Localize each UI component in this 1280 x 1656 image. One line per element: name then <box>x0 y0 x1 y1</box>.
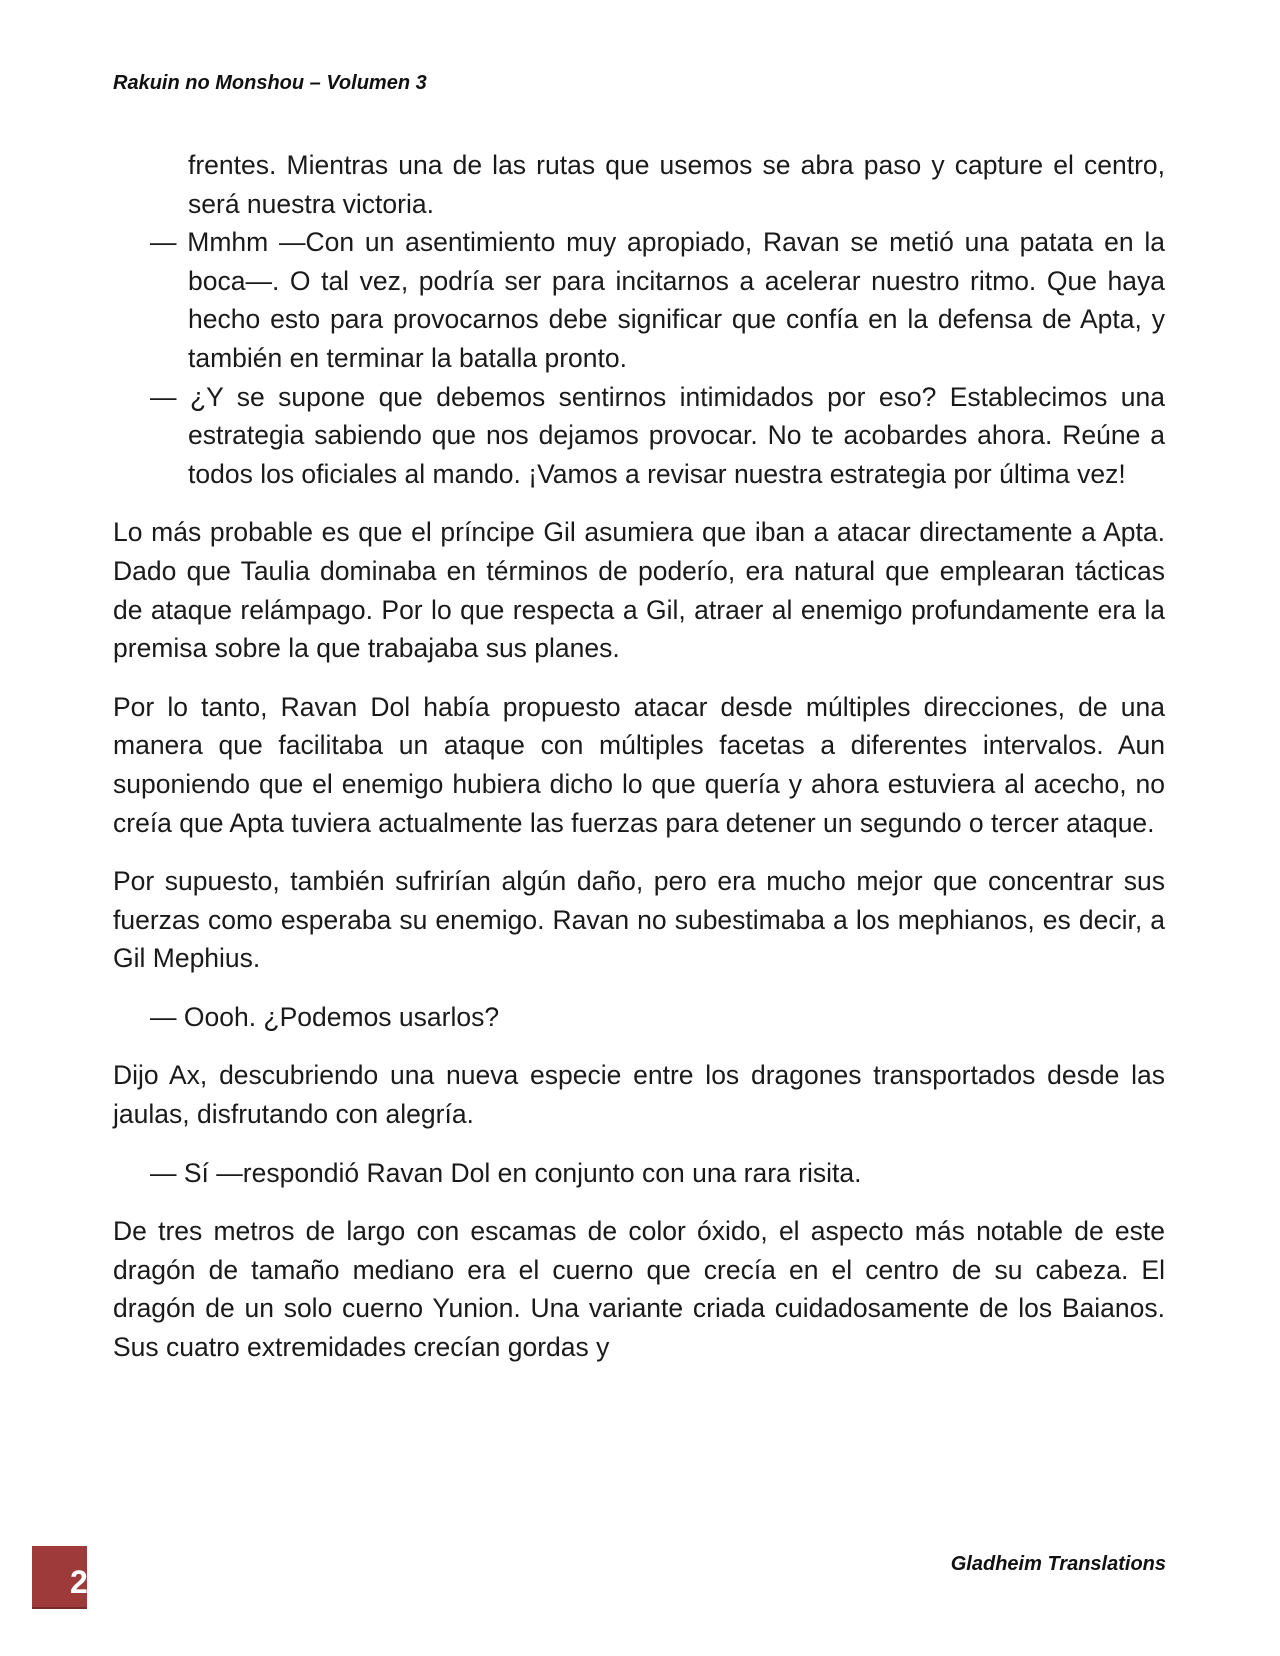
dialogue-paragraph: — Sí —respondió Ravan Dol en conjunto con una rara risita. <box>150 1157 862 1188</box>
dialogue-paragraph: — Oooh. ¿Podemos usarlos? <box>150 1001 500 1032</box>
narrative-paragraph: Dijo Ax, descubriendo una nueva especie entre los dragones transportados desde las jaulas, disfrutando con alegría. <box>113 1060 1165 1130</box>
footer-rule <box>32 1607 87 1609</box>
running-header: Rakuin no Monshou – Volumen 3 <box>113 72 427 94</box>
narrative-paragraph: De tres metros de largo con escamas de color óxido, el aspecto más notable de este dragón de tamaño mediano era el cuerno que crecía en el centro de su cabeza. El dragón de un solo cuerno Yunion. Una variante criada cuidadosamente de los Baianos. Sus cuatro extremidades crecían gordas y <box>113 1216 1165 1363</box>
narrative-paragraph: Por lo tanto, Ravan Dol había propuesto atacar desde múltiples direcciones, de una manera que facilitaba un ataque con múltiples facetas a diferentes intervalos. Aun suponiendo que el enemigo hubiera dicho lo que quería y ahora estuviera al acecho, no creía que Apta tuviera actualmente las fuerzas para detener un segundo o tercer ataque. <box>113 691 1165 838</box>
dialogue-paragraph: — Mmhm —Con un asentimiento muy apropiado, Ravan se metió una patata en la boca—. O tal vez, podría ser para incitarnos a acelerar nuestro ritmo. Que haya hecho esto para provocarnos debe significar que confía en la defensa de Apta, y también en terminar la batalla pronto. <box>150 227 1165 373</box>
paragraph-continuation: frentes. Mientras una de las rutas que usemos se abra paso y capture el centro, será nuestra victoria. <box>188 150 1165 219</box>
narrative-paragraph: Lo más probable es que el príncipe Gil asumiera que iban a atacar directamente a Apta. Dado que Taulia dominaba en términos de poderío, era natural que emplearan tácticas de ataque relámpago. Por lo que respecta a Gil, atraer al enemigo profundamente era la premisa sobre la que trabajaba sus planes. <box>113 517 1165 664</box>
footer-credit: Gladheim Translations <box>950 1553 1166 1575</box>
narrative-paragraph: Por supuesto, también sufrirían algún daño, pero era mucho mejor que concentrar sus fuerzas como esperaba su enemigo. Ravan no subestimaba a los mephianos, es decir, a Gil Mephius. <box>113 866 1165 974</box>
page-number: 2 <box>70 1564 88 1600</box>
body-text <box>113 146 1165 1367</box>
dialogue-paragraph: — ¿Y se supone que debemos sentirnos intimidados por eso? Establecimos una estrategia sabiendo que nos dejamos provocar. No te acobardes ahora. Reúne a todos los oficiales al mando. ¡Vamos a revisar nuestra estrategia por última vez! <box>150 381 1165 489</box>
